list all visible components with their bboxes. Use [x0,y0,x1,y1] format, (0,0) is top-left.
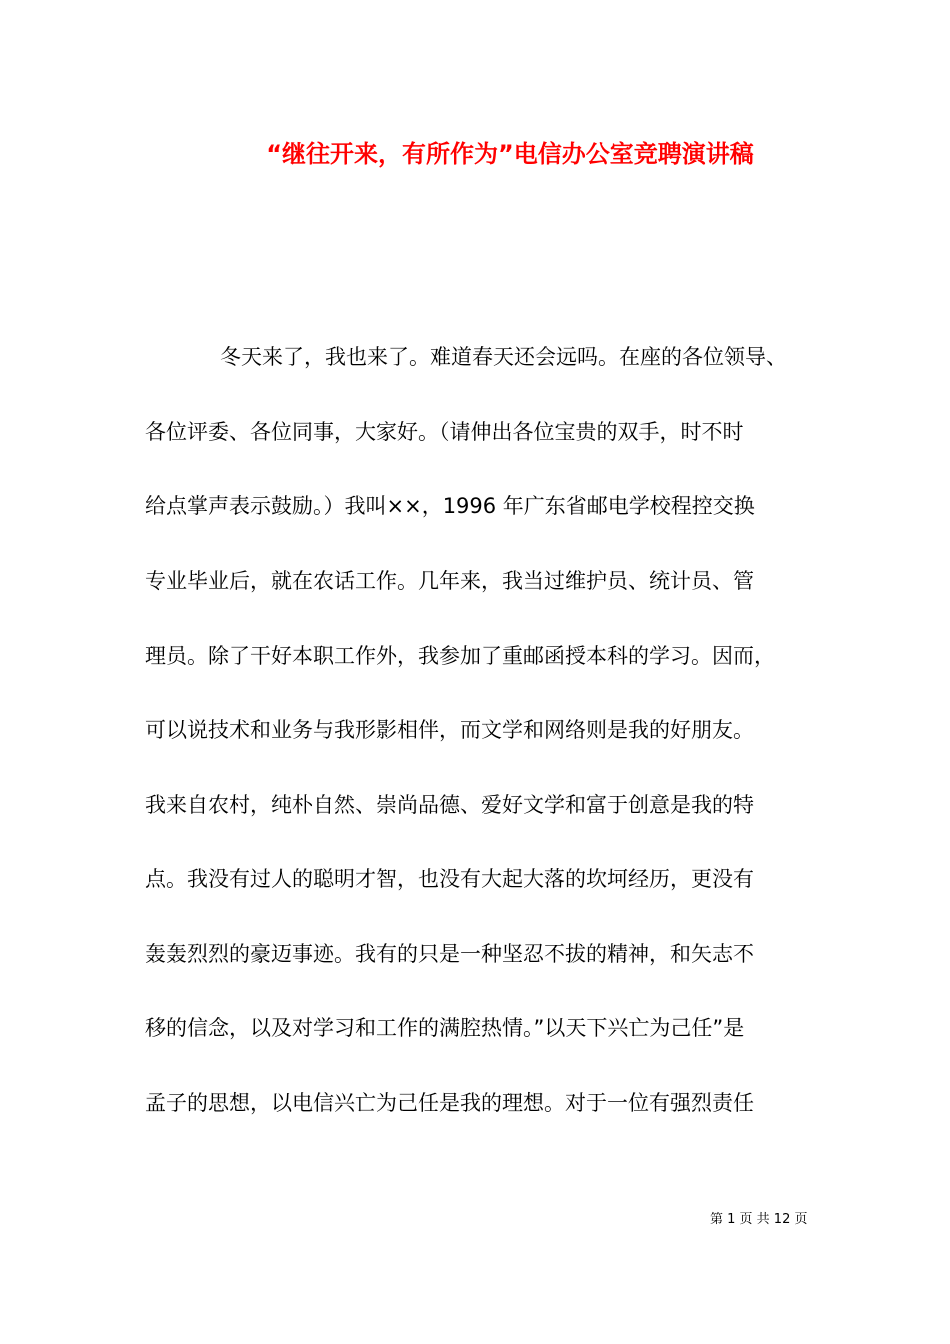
paragraph-line: 理员。除了干好本职工作外，我参加了重邮函授本科的学习。因而， [145,644,775,668]
paragraph-line: 移的信念，以及对学习和工作的满腔热情。”以天下兴亡为己任”是 [145,1016,745,1040]
page-number-footer: 第 1 页 共 12 页 [710,1212,808,1227]
paragraph-line: 各位评委、各位同事，大家好。（请伸出各位宝贵的双手，时不时 [145,420,744,444]
paragraph-line: 轰轰烈烈的豪迈事迹。我有的只是一种坚忍不拔的精神，和矢志不 [145,942,754,966]
paragraph-line: 孟子的思想，以电信兴亡为己任是我的理想。对于一位有强烈责任 [145,1091,754,1115]
paragraph-line: 点。我没有过人的聪明才智，也没有大起大落的坎坷经历，更没有 [145,867,754,891]
paragraph-line: 冬天来了，我也来了。难道春天还会远吗。在座的各位领导、 [220,345,787,369]
paragraph-line: 给点掌声表示鼓励。）我叫××，1996 年广东省邮电学校程控交换 [145,494,755,518]
paragraph-line: 我来自农村，纯朴自然、崇尚品德、爱好文学和富于创意是我的特 [145,793,754,817]
document-title: “继往开来，有所作为”电信办公室竞聘演讲稿 [266,140,754,168]
paragraph-line: 可以说技术和业务与我形影相伴，而文学和网络则是我的好朋友。 [145,718,754,742]
paragraph-line: 专业毕业后，就在农话工作。几年来，我当过维护员、统计员、管 [145,569,754,593]
